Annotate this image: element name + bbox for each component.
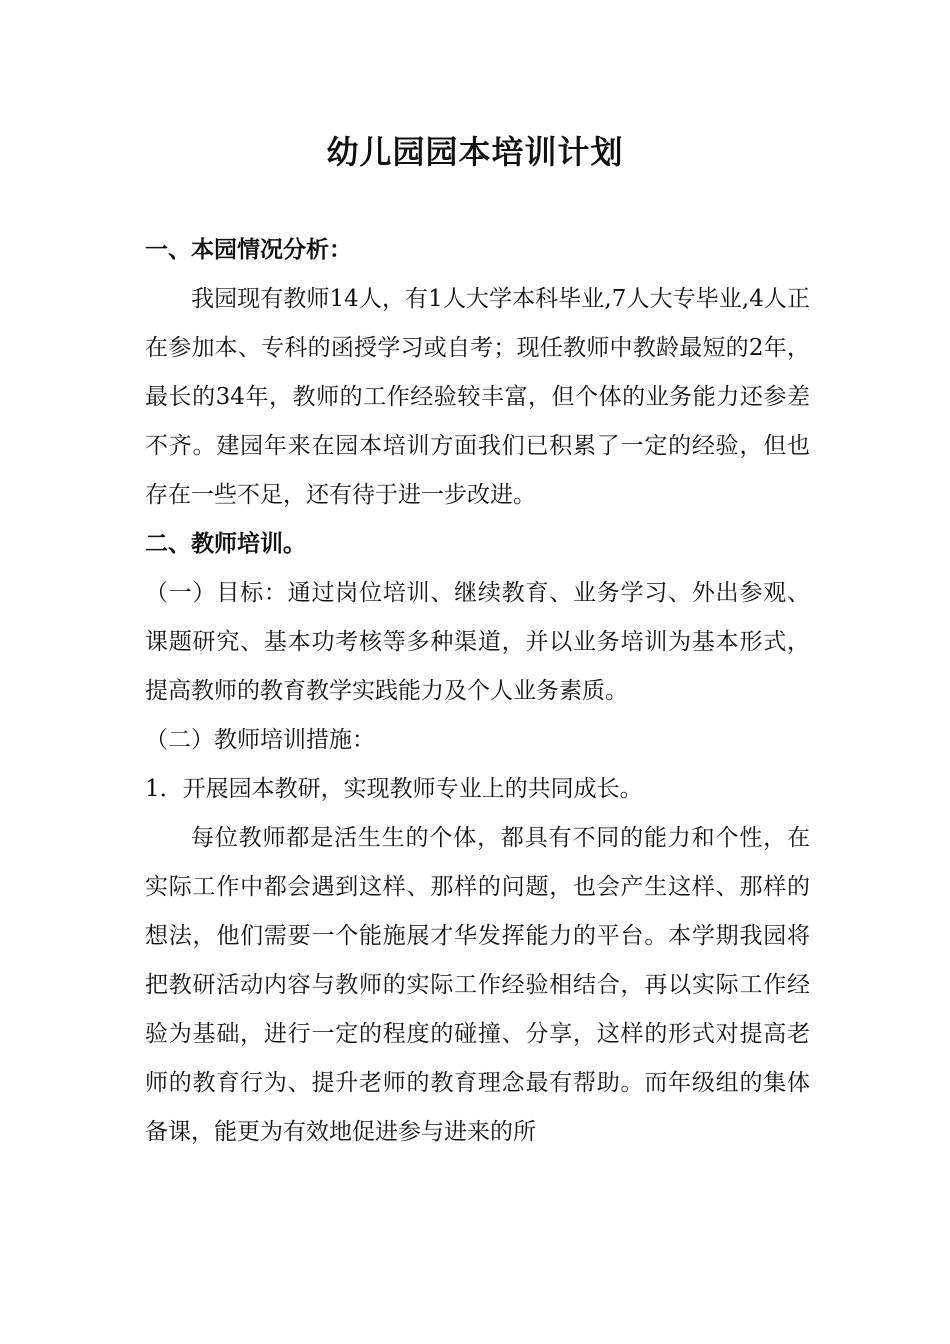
- measure-item-1-paragraph: 每位教师都是活生生的个体，都具有不同的能力和个性，在实际工作中都会遇到这样、那样的问题，也会产生这样、那样的想法，他们需要一个能施展才华发挥能力的平台。本学期我园将把教研活动内容与教师的实际工作经验相结合，再以实际工作经验为基础，进行一定的程度的碰撞、分享，这样的形式对提高老师的教育行为、提升老师的教育理念最有帮助。而年级组的集体备课，能更为有效地促进参与进来的所: [145, 825, 810, 1145]
- section-heading-analysis: 一、本园情况分析：: [145, 237, 352, 263]
- training-goal-paragraph: （一）目标：通过岗位培训、继续教育、业务学习、外出参观、课题研究、基本功考核等多种渠道，并以业务培训为基本形式，提高教师的教育教学实践能力及个人业务素质。: [145, 580, 810, 704]
- training-measures-heading: （二）教师培训措施：: [145, 727, 375, 753]
- section-heading-training: 二、教师培训。: [145, 531, 306, 557]
- analysis-paragraph: 我园现有教师14人，有1人大学本科毕业,7人大专毕业,4人正在参加本、专科的函授学习或自考；现任教师中教龄最短的2年，最长的34年，教师的工作经验较丰富，但个体的业务能力还参差不齐。建园年来在园本培训方面我们已积累了一定的经验，但也存在一些不足，还有待于进一步改进。: [145, 286, 810, 508]
- document-body: [145, 226, 810, 1157]
- measure-item-1: 1．开展园本教研，实现教师专业上的共同成长。: [145, 776, 643, 802]
- document-title: 幼儿园园本培训计划: [326, 133, 624, 171]
